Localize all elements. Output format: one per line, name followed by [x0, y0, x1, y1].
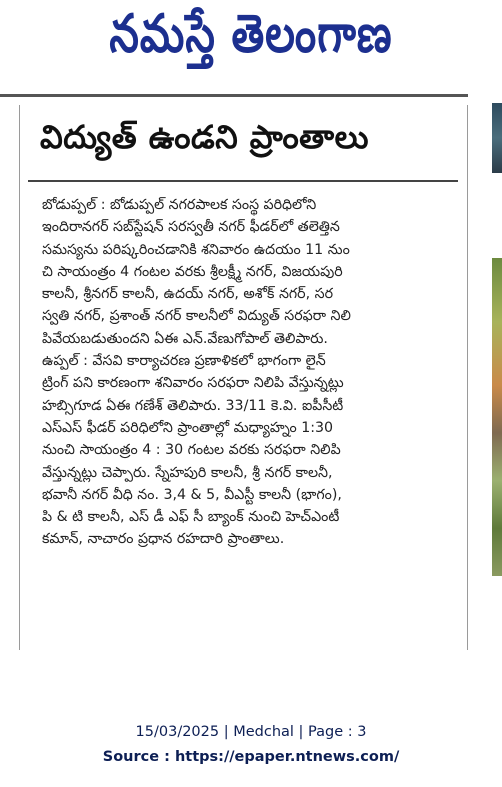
- article-line: బోడుప్పల్ : బోడుప్పల్ నగరపాలక సంస్థ పరిధిలోని: [42, 197, 317, 213]
- masthead: [0, 0, 502, 80]
- article-line: చి సాయంత్రం 4 గంటల వరకు శ్రీలక్ష్మీ నగర్, విజయపురి: [42, 263, 343, 280]
- article-line: ఉప్పల్ : వేసవి కార్యాచరణ ప్రణాళికలో భాగంగా లైన్: [42, 353, 326, 370]
- article-line: సమస్యను పరిష్కరించడానికి శనివారం ఉదయం 11 నుం: [42, 241, 350, 258]
- article-line: నుంచి సాయంత్రం 4 : 30 గంటల వరకు సరఫరా నిలిపి: [42, 442, 341, 459]
- article-line: పి & టి కాలనీ, ఎస్ డీ ఎఫ్ సీ బ్యాంక్ నుంచి హెచ్‌ఎంటీ: [42, 509, 340, 526]
- footer-source-line: Source : https://epaper.ntnews.com/: [102, 749, 400, 765]
- adjacent-photo-clip-bottom: [492, 258, 502, 576]
- article-line: స్వతి నగర్, ప్రశాంత్ నగర్ కాలనీలో విద్యుత్ సరఫరా నిలి: [42, 308, 351, 325]
- headline-divider: [28, 180, 458, 182]
- adjacent-photo-clip-top: [492, 103, 502, 173]
- article-line: హబ్సిగూడ ఏఈ గణేశ్ తెలిపారు. 33/11 కె.వి. ఐపీసీటీ: [42, 397, 344, 414]
- article-body: [42, 194, 457, 551]
- article-headline: విద్యుత్ ఉండని ప్రాంతాలు: [40, 118, 369, 156]
- article-line: ట్రింగ్ పని కారణంగా శనివారం సరఫరా నిలిపి వేస్తున్నట్లు: [42, 375, 344, 392]
- article-line: ఇందిరానగర్ సబ్‌స్టేషన్ సరస్వతీ నగర్ ఫీడర్‌లో తలెత్తిన: [42, 219, 340, 236]
- masthead-logo-text: నమస్తే తెలంగాణ: [109, 2, 393, 64]
- article-line: పివేయబడుతుందని ఏఈ ఎన్.వేణుగోపాల్ తెలిపారు.: [42, 330, 328, 347]
- article-line: కాలనీ, శ్రీనగర్ కాలనీ, ఉదయ్ నగర్, అశోక్ నగర్, సర: [42, 286, 333, 303]
- masthead-divider: [0, 94, 468, 97]
- article-line: ఎస్‌ఎస్ ఫీడర్ పరిధిలోని ప్రాంతాల్లో మధ్యాహ్నం 1:30: [42, 419, 334, 436]
- column-rule-left: [19, 105, 20, 650]
- footer-date-line: 15/03/2025 | Medchal | Page : 3: [135, 724, 367, 740]
- column-rule-right: [467, 105, 468, 650]
- article-line: వేస్తున్నట్లు చెప్పారు. స్నేహపురి కాలనీ, శ్రీ నగర్ కాలనీ,: [42, 464, 333, 481]
- article-line: కమాన్, నాచారం ప్రధాన రహదారి ప్రాంతాలు.: [42, 531, 285, 548]
- article-line: భవానీ నగర్ వీధి నం. 3,4 & 5, వీఎస్టీ కాలనీ (భాగం),: [42, 486, 342, 503]
